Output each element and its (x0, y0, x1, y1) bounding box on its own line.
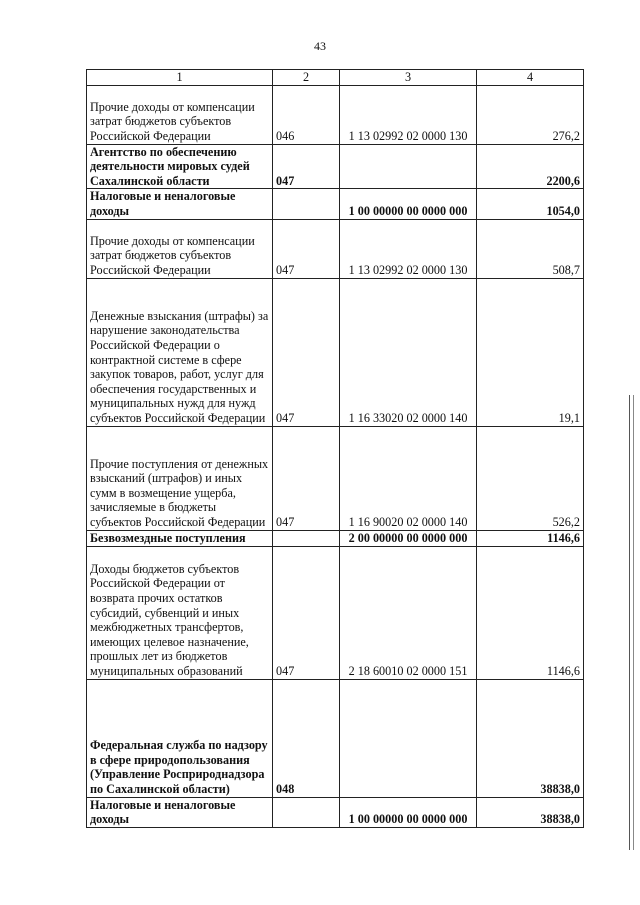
row-name-cell: Безвозмездные поступления (87, 530, 273, 546)
table-row (87, 85, 584, 144)
table-row (87, 426, 584, 530)
column-header-1: 1 (87, 70, 273, 86)
row-name-cell: Доходы бюджетов субъектов Российской Федерации от возврата прочих остатков субсидий, субвенций и иных межбюджетных трансфертов, имеющих целевое назначение, прошлых лет из бюджетов муниципальных образований (87, 546, 273, 679)
row-admin-code-cell: 046 (273, 85, 340, 144)
row-budget-code-cell: 1 16 33020 02 0000 140 (340, 278, 477, 426)
binding-edge-mark (629, 395, 634, 850)
row-name-cell: Прочие доходы от компенсации затрат бюджетов субъектов Российской Федерации (87, 85, 273, 144)
row-budget-code-cell (340, 144, 477, 189)
table-row (87, 530, 584, 546)
row-admin-code-cell: 048 (273, 679, 340, 797)
row-admin-code-cell: 047 (273, 144, 340, 189)
table-row (87, 278, 584, 426)
row-amount-cell: 508,7 (477, 219, 584, 278)
column-header-2: 2 (273, 70, 340, 86)
table-row (87, 144, 584, 189)
row-amount-cell: 1146,6 (477, 546, 584, 679)
row-name-cell: Агентство по обеспечению деятельности мировых судей Сахалинской области (87, 144, 273, 189)
row-admin-code-cell: 047 (273, 426, 340, 530)
table-body (87, 85, 584, 827)
row-budget-code-cell (340, 679, 477, 797)
row-amount-cell: 1146,6 (477, 530, 584, 546)
row-name-cell: Налоговые и неналоговые доходы (87, 189, 273, 219)
table-row (87, 679, 584, 797)
row-budget-code-cell: 1 16 90020 02 0000 140 (340, 426, 477, 530)
table-row (87, 797, 584, 827)
row-amount-cell: 2200,6 (477, 144, 584, 189)
row-amount-cell: 1054,0 (477, 189, 584, 219)
row-budget-code-cell: 1 13 02992 02 0000 130 (340, 219, 477, 278)
row-admin-code-cell: 047 (273, 219, 340, 278)
row-amount-cell: 526,2 (477, 426, 584, 530)
table-row (87, 546, 584, 679)
table-header-row (87, 70, 584, 86)
row-name-cell: Налоговые и неналоговые доходы (87, 797, 273, 827)
row-amount-cell: 38838,0 (477, 679, 584, 797)
row-admin-code-cell: 047 (273, 278, 340, 426)
row-budget-code-cell: 1 13 02992 02 0000 130 (340, 85, 477, 144)
table-row (87, 219, 584, 278)
row-admin-code-cell (273, 797, 340, 827)
row-admin-code-cell: 047 (273, 546, 340, 679)
row-budget-code-cell: 2 18 60010 02 0000 151 (340, 546, 477, 679)
row-name-cell: Федеральная служба по надзору в сфере природопользования (Управление Росприроднадзора по Сахалинской области) (87, 679, 273, 797)
revenue-table (86, 69, 584, 828)
page-number: 43 (314, 39, 326, 53)
row-name-cell: Прочие доходы от компенсации затрат бюджетов субъектов Российской Федерации (87, 219, 273, 278)
row-amount-cell: 276,2 (477, 85, 584, 144)
row-amount-cell: 38838,0 (477, 797, 584, 827)
row-name-cell: Прочие поступления от денежных взысканий (штрафов) и иных сумм в возмещение ущерба, зачисляемые в бюджеты субъектов Российской Федерации (87, 426, 273, 530)
column-header-3: 3 (340, 70, 477, 86)
table-row (87, 189, 584, 219)
row-budget-code-cell: 2 00 00000 00 0000 000 (340, 530, 477, 546)
row-budget-code-cell: 1 00 00000 00 0000 000 (340, 797, 477, 827)
row-name-cell: Денежные взыскания (штрафы) за нарушение законодательства Российской Федерации о контрактной системе в сфере закупок товаров, работ, услуг для обеспечения государственных и муниципальных нужд для нужд субъектов Российской Федерации (87, 278, 273, 426)
column-header-4: 4 (477, 70, 584, 86)
row-budget-code-cell: 1 00 00000 00 0000 000 (340, 189, 477, 219)
row-admin-code-cell (273, 189, 340, 219)
row-amount-cell: 19,1 (477, 278, 584, 426)
row-admin-code-cell (273, 530, 340, 546)
